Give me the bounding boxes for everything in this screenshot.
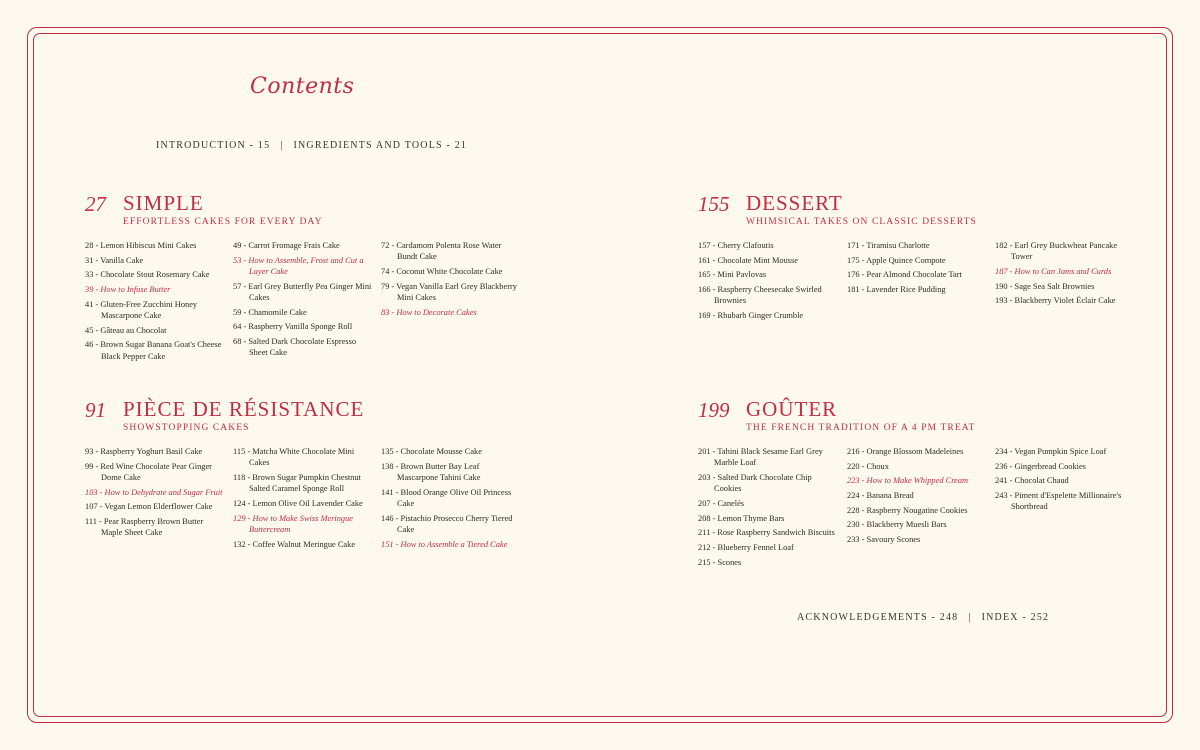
toc-entry[interactable]: 224 - Banana Bread [847,491,914,501]
toc-entry[interactable]: 161 - Chocolate Mint Mousse [698,255,799,265]
toc-column [847,446,987,549]
toc-entry[interactable]: 241 - Chocolat Chaud [995,476,1069,486]
toc-entry[interactable]: 157 - Cherry Clafoutis [698,241,774,250]
top-nav [156,140,467,151]
toc-entry[interactable]: 41 - Gluten-Free Zucchini Honey Mascarpone Cake [85,299,198,321]
toc-entry[interactable]: 207 - Canelés [698,498,745,508]
nav-separator: | [968,612,972,623]
section-number: 199 [698,398,730,422]
toc-entry[interactable]: 208 - Lemon Thyme Bars [698,513,785,523]
toc-entry[interactable]: 190 - Sage Sea Salt Brownies [995,281,1095,291]
toc-entry[interactable]: 138 - Brown Butter Bay Leaf Mascarpone Tahini Cake [381,461,481,482]
toc-column [847,240,987,299]
toc-entry[interactable]: 135 - Chocolate Mousse Cake [381,447,482,456]
toc-entry[interactable]: 165 - Mini Pavlovas [698,270,767,280]
toc-entry[interactable]: 216 - Orange Blossom Madeleines [847,447,964,456]
toc-entry[interactable]: 171 - Tiramisu Charlotte [847,241,930,250]
toc-entry[interactable]: 236 - Gingerbread Cookies [995,461,1086,471]
toc-entry[interactable]: 72 - Cardamom Polenta Rose Water Bundt Cake [381,241,502,262]
section-title[interactable]: GOÛTER [746,397,838,421]
toc-column [233,446,373,553]
toc-entry[interactable]: 28 - Lemon Hibiscus Mini Cakes [85,241,197,250]
toc-entry[interactable]: 93 - Raspberry Yoghurt Basil Cake [85,447,203,456]
section-title[interactable]: PIÈCE DE RÉSISTANCE [123,397,365,421]
page-title: Contents [250,74,355,99]
acknowledgements-link[interactable]: ACKNOWLEDGEMENTS - 248 [797,612,959,623]
ingredients-tools-link[interactable]: INGREDIENTS AND TOOLS - 21 [293,140,468,151]
toc-entry[interactable]: 182 - Earl Grey Buckwheat Pancake Tower [995,241,1118,262]
toc-entry[interactable]: 220 - Choux [847,461,889,471]
toc-howto-entry[interactable]: 187 - How to Can Jams and Curds [995,266,1112,276]
toc-entry[interactable]: 74 - Coconut White Chocolate Cake [381,266,503,276]
toc-entry[interactable]: 166 - Raspberry Cheesecake Swirled Brownies [698,285,822,306]
toc-entry[interactable]: 45 - Gâteau au Chocolat [85,325,167,335]
toc-entry[interactable]: 176 - Pear Almond Chocolate Tart [847,270,962,280]
toc-entry[interactable]: 33 - Chocolate Stout Rosemary Cake [85,270,210,280]
toc-entry[interactable]: 234 - Vegan Pumpkin Spice Loaf [995,447,1107,456]
toc-entry[interactable]: 181 - Lavender Rice Pudding [847,285,946,295]
toc-column [995,240,1135,310]
toc-entry[interactable]: 175 - Apple Quince Compote [847,255,946,265]
toc-entry[interactable]: 233 - Savoury Scones [847,535,921,545]
section-subtitle: EFFORTLESS CAKES FOR EVERY DAY [123,217,323,227]
toc-entry[interactable]: 230 - Blackberry Muesli Bars [847,520,947,530]
toc-column [85,446,225,542]
section-subtitle: WHIMSICAL TAKES ON CLASSIC DESSERTS [746,217,977,227]
toc-column [381,240,521,321]
toc-entry[interactable]: 115 - Matcha White Chocolate Mini Cakes [233,447,355,468]
toc-column [233,240,373,362]
toc-entry[interactable]: 201 - Tahini Black Sesame Earl Grey Marble Loaf [698,447,823,468]
toc-howto-entry[interactable]: 83 - How to Decorate Cakes [381,307,477,317]
toc-entry[interactable]: 203 - Salted Dark Chocolate Chip Cookies [698,472,812,494]
index-link[interactable]: INDEX - 252 [981,612,1050,623]
toc-entry[interactable]: 99 - Red Wine Chocolate Pear Ginger Dome Cake [85,461,212,482]
section-title[interactable]: DESSERT [746,191,843,215]
toc-howto-entry[interactable]: 151 - How to Assemble a Tiered Cake [381,539,508,549]
section-number: 91 [85,398,106,422]
toc-column [85,240,225,365]
toc-entry[interactable]: 146 - Pistachio Prosecco Cherry Tiered Cake [381,513,513,534]
toc-entry[interactable]: 193 - Blackberry Violet Éclair Cake [995,296,1116,306]
nav-separator: | [280,140,284,151]
toc-entry[interactable]: 57 - Earl Grey Butterfly Pea Ginger Mini Cakes [233,281,372,302]
section-number: 155 [698,192,730,216]
toc-column [698,446,838,571]
bottom-nav [797,612,1049,623]
toc-howto-entry[interactable]: 129 - How to Make Swiss Meringue Buttercream [233,513,354,534]
toc-entry[interactable]: 46 - Brown Sugar Banana Goat's Cheese Black Pepper Cake [85,340,222,361]
toc-entry[interactable]: 212 - Blueberry Fennel Loaf [698,543,794,553]
toc-entry[interactable]: 64 - Raspberry Vanilla Sponge Roll [233,322,353,332]
toc-entry[interactable]: 169 - Rhubarb Ginger Crumble [698,311,804,321]
toc-entry[interactable]: 49 - Carrot Fromage Frais Cake [233,241,340,250]
toc-howto-entry[interactable]: 53 - How to Assemble, Frost and Cut a Layer Cake [233,255,364,276]
toc-entry[interactable]: 118 - Brown Sugar Pumpkin Chestnut Salted Caramel Sponge Roll [233,472,361,494]
toc-howto-entry[interactable]: 103 - How to Dehydrate and Sugar Fruit [85,487,223,497]
toc-entry[interactable]: 141 - Blood Orange Olive Oil Princess Cake [381,487,512,508]
toc-column [995,446,1135,516]
toc-entry[interactable]: 132 - Coffee Walnut Meringue Cake [233,539,356,549]
section-subtitle: THE FRENCH TRADITION OF A 4 PM TREAT [746,423,976,433]
toc-column [381,446,521,553]
toc-entry[interactable]: 111 - Pear Raspberry Brown Butter Maple Sheet Cake [85,517,204,538]
toc-entry[interactable]: 243 - Piment d'Espelette Millionaire's Shortbread [995,491,1122,512]
toc-entry[interactable]: 79 - Vegan Vanilla Earl Grey Blackberry Mini Cakes [381,281,517,302]
toc-howto-entry[interactable]: 39 - How to Infuse Butter [85,285,171,295]
toc-entry[interactable]: 107 - Vegan Lemon Elderflower Cake [85,502,213,512]
toc-column [698,240,838,325]
toc-entry[interactable]: 124 - Lemon Olive Oil Lavender Cake [233,498,363,508]
section-title[interactable]: SIMPLE [123,191,204,215]
toc-entry[interactable]: 211 - Rose Raspberry Sandwich Biscuits [698,528,835,538]
toc-entry[interactable]: 59 - Chamomile Cake [233,307,307,317]
toc-entry[interactable]: 215 - Scones [698,557,742,567]
section-subtitle: SHOWSTOPPING CAKES [123,423,250,433]
introduction-link[interactable]: INTRODUCTION - 15 [156,140,271,151]
section-number: 27 [85,192,106,216]
toc-entry[interactable]: 31 - Vanilla Cake [85,255,144,265]
toc-entry[interactable]: 228 - Raspberry Nougatine Cookies [847,505,968,515]
toc-entry[interactable]: 68 - Salted Dark Chocolate Espresso Sheet Cake [233,337,357,358]
toc-howto-entry[interactable]: 223 - How to Make Whipped Cream [847,476,969,486]
